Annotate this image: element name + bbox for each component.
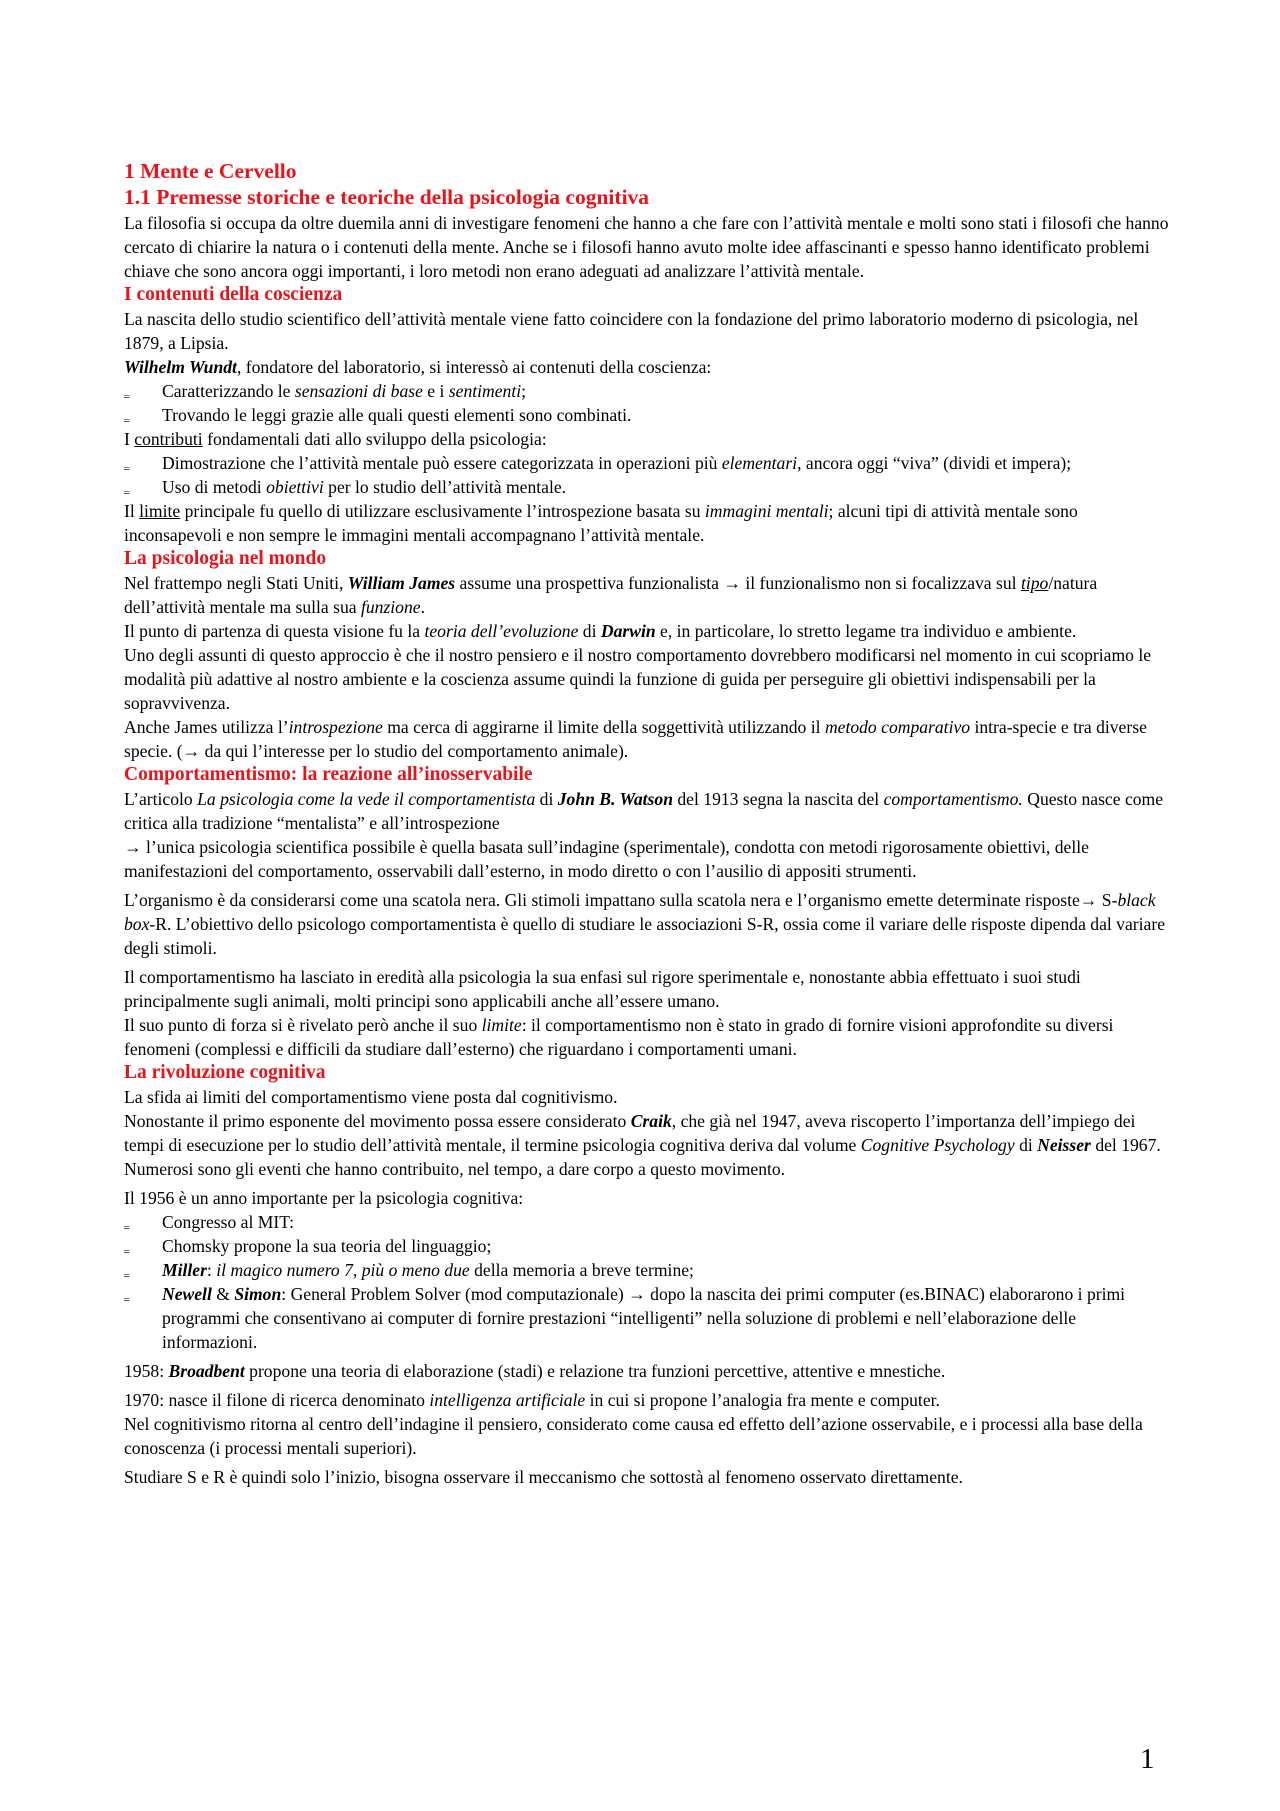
paragraph: Anche James utilizza l’introspezione ma cerca di aggirarne il limite della soggettività utilizzando il metodo comparativo intra-specie e tra diverse specie. (→ da qui l’interesse per lo studio del comportamento animale). — [124, 717, 1147, 761]
list-item: ‗ Miller: il magico numero 7, più o meno due della memoria a breve termine; — [124, 1260, 694, 1280]
bullet-list — [124, 1210, 1169, 1354]
paragraph: Il punto di partenza di questa visione fu la teoria dell’evoluzione di Darwin e, in particolare, lo stretto legame tra individuo e ambiente. — [124, 621, 1077, 641]
page-content — [124, 158, 1169, 1489]
list-item: ‗ Dimostrazione che l’attività mentale può essere categorizzata in operazioni più elementari, ancora oggi “viva” (dividi et impera); — [124, 453, 1072, 473]
list-item: ‗ Congresso al MIT: — [124, 1212, 295, 1232]
list-item: ‗ Trovando le leggi grazie alle quali questi elementi sono combinati. — [124, 405, 632, 425]
dash-bullet: ‗ — [124, 1241, 130, 1253]
paragraph: 1958: Broadbent propone una teoria di elaborazione (stadi) e relazione tra funzioni percettive, attentive e mnestiche. — [124, 1361, 946, 1381]
list-item: ‗ Caratterizzando le sensazioni di base e i sentimenti; — [124, 381, 527, 401]
chapter-heading: 1 Mente e Cervello — [124, 159, 297, 183]
name-wundt: Wilhelm Wundt — [124, 357, 237, 377]
subheading-mondo: La psicologia nel mondo — [124, 548, 327, 569]
list-item: ‗ Uso di metodi obiettivi per lo studio dell’attività mentale. — [124, 477, 567, 497]
paragraph: Nonostante il primo esponente del movimento possa essere considerato Craik, che già nel 1947, aveva riscoperto l’importanza dell’impiego dei tempi di esecuzione per lo studio dell’attività mentale, il termine psicologia cognitiva deriva dal volume Cognitive Psychology di Neisser del 1967. — [124, 1111, 1161, 1155]
paragraph: Il suo punto di forza si è rivelato però anche il suo limite: il comportamentismo non è stato in grado di fornire visioni approfondite su diversi fenomeni (complessi e difficili da studiare dall’esterno) che riguardano i comportamenti umani. — [124, 1015, 1114, 1059]
subheading-rivoluzione: La rivoluzione cognitiva — [124, 1062, 326, 1083]
dash-bullet: ‗ — [124, 1265, 130, 1277]
paragraph: L’organismo è da considerarsi come una scatola nera. Gli stimoli impattano sulla scatola nera e l’organismo emette determinate risposte→ S-black box-R. L’obiettivo dello psicologo comportamentista è quello di studiare le associazioni S-R, ossia come il variare delle risposte dipenda dal variare degli stimoli. — [124, 890, 1166, 958]
subheading-comportamentismo: Comportamentismo: la reazione all’inosservabile — [124, 764, 533, 785]
paragraph: Uno degli assunti di questo approccio è che il nostro pensiero e il nostro comportamento dovrebbero modificarsi nel momento in cui scopriamo le modalità più adattive al nostro ambiente e la coscienza assume quindi la funzione di guida per perseguire gli obiettivi indispensabili per la sopravvivenza. — [124, 645, 1152, 713]
page-number: 1 — [1140, 1743, 1155, 1775]
paragraph: La nascita dello studio scientifico dell’attività mentale viene fatto coincidere con la fondazione del primo laboratorio moderno di psicologia, nel 1879, a Lipsia. — [124, 309, 1139, 353]
subheading-coscienza: I contenuti della coscienza — [124, 284, 343, 305]
paragraph: Il limite principale fu quello di utilizzare esclusivamente l’introspezione basata su immagini mentali; alcuni tipi di attività mentale sono inconsapevoli e non sempre le immagini mentali accompagnano l’attività mentale. — [124, 501, 1078, 545]
dash-bullet: ‗ — [124, 386, 130, 398]
paragraph: L’articolo La psicologia come la vede il comportamentista di John B. Watson del 1913 segna la nascita del comportamentismo. Questo nasce come critica alla tradizione “mentalista” e all’introspezione — [124, 789, 1164, 833]
paragraph: Wilhelm Wundt, fondatore del laboratorio, si interessò ai contenuti della coscienza: — [124, 357, 712, 377]
bullet-list — [124, 379, 1169, 427]
bullet-list — [124, 451, 1169, 499]
dash-bullet: ‗ — [124, 1289, 130, 1301]
list-item: ‗ Newell & Simon: General Problem Solver (mod computazionale) → dopo la nascita dei primi computer (es.BINAC) elaborarono i primi programmi che consentivano ai computer di fornire prestazioni “intelligenti” nella soluzione di problemi e nell’elaborazione delle informazioni. — [124, 1284, 1126, 1352]
paragraph: Numerosi sono gli eventi che hanno contribuito, nel tempo, a dare corpo a questo movimento. — [124, 1159, 786, 1179]
dash-bullet: ‗ — [124, 410, 130, 422]
dash-bullet: ‗ — [124, 1217, 130, 1229]
paragraph: Il 1956 è un anno importante per la psicologia cognitiva: — [124, 1188, 524, 1208]
paragraph: Il comportamentismo ha lasciato in eredità alla psicologia la sua enfasi sul rigore sperimentale e, nonostante abbia effettuato i suoi studi principalmente sugli animali, molti principi sono applicabili anche all’essere umano. — [124, 967, 1081, 1011]
paragraph: Studiare S e R è quindi solo l’inizio, bisogna osservare il meccanismo che sottostà al fenomeno osservato direttamente. — [124, 1467, 963, 1487]
paragraph: → l’unica psicologia scientifica possibile è quella basata sull’indagine (sperimentale), condotta con metodi rigorosamente obiettivi, delle manifestazioni del comportamento, osservabili dall’esterno, in modo diretto o con l’ausilio di appositi strumenti. — [124, 837, 1089, 881]
intro-paragraph: La filosofia si occupa da oltre duemila anni di investigare fenomeni che hanno a che fare con l’attività mentale e molti sono stati i filosofi che hanno cercato di chiarire la natura o i contenuti della mente. Anche se i filosofi hanno avuto molte idee affascinanti e spesso hanno identificato problemi chiave che sono ancora oggi importanti, i loro metodi non erano adeguati ad analizzare l’attività mentale. — [124, 213, 1169, 281]
paragraph: La sfida ai limiti del comportamentismo viene posta dal cognitivismo. — [124, 1087, 618, 1107]
dash-bullet: ‗ — [124, 458, 130, 470]
paragraph: Nel cognitivismo ritorna al centro dell’indagine il pensiero, considerato come causa ed effetto dell’azione osservabile, e i processi alla base della conoscenza (i processi mentali superiori). — [124, 1414, 1143, 1458]
paragraph: I contributi fondamentali dati allo sviluppo della psicologia: — [124, 429, 547, 449]
section-heading: 1.1 Premesse storiche e teoriche della psicologia cognitiva — [124, 185, 650, 209]
paragraph: Nel frattempo negli Stati Uniti, William James assume una prospettiva funzionalista → il funzionalismo non si focalizzava sul tipo/natura dell’attività mentale ma sulla sua funzione. — [124, 573, 1098, 617]
paragraph: 1970: nasce il filone di ricerca denominato intelligenza artificiale in cui si propone l’analogia fra mente e computer. — [124, 1390, 940, 1410]
list-item: ‗ Chomsky propone la sua teoria del linguaggio; — [124, 1236, 492, 1256]
dash-bullet: ‗ — [124, 482, 130, 494]
